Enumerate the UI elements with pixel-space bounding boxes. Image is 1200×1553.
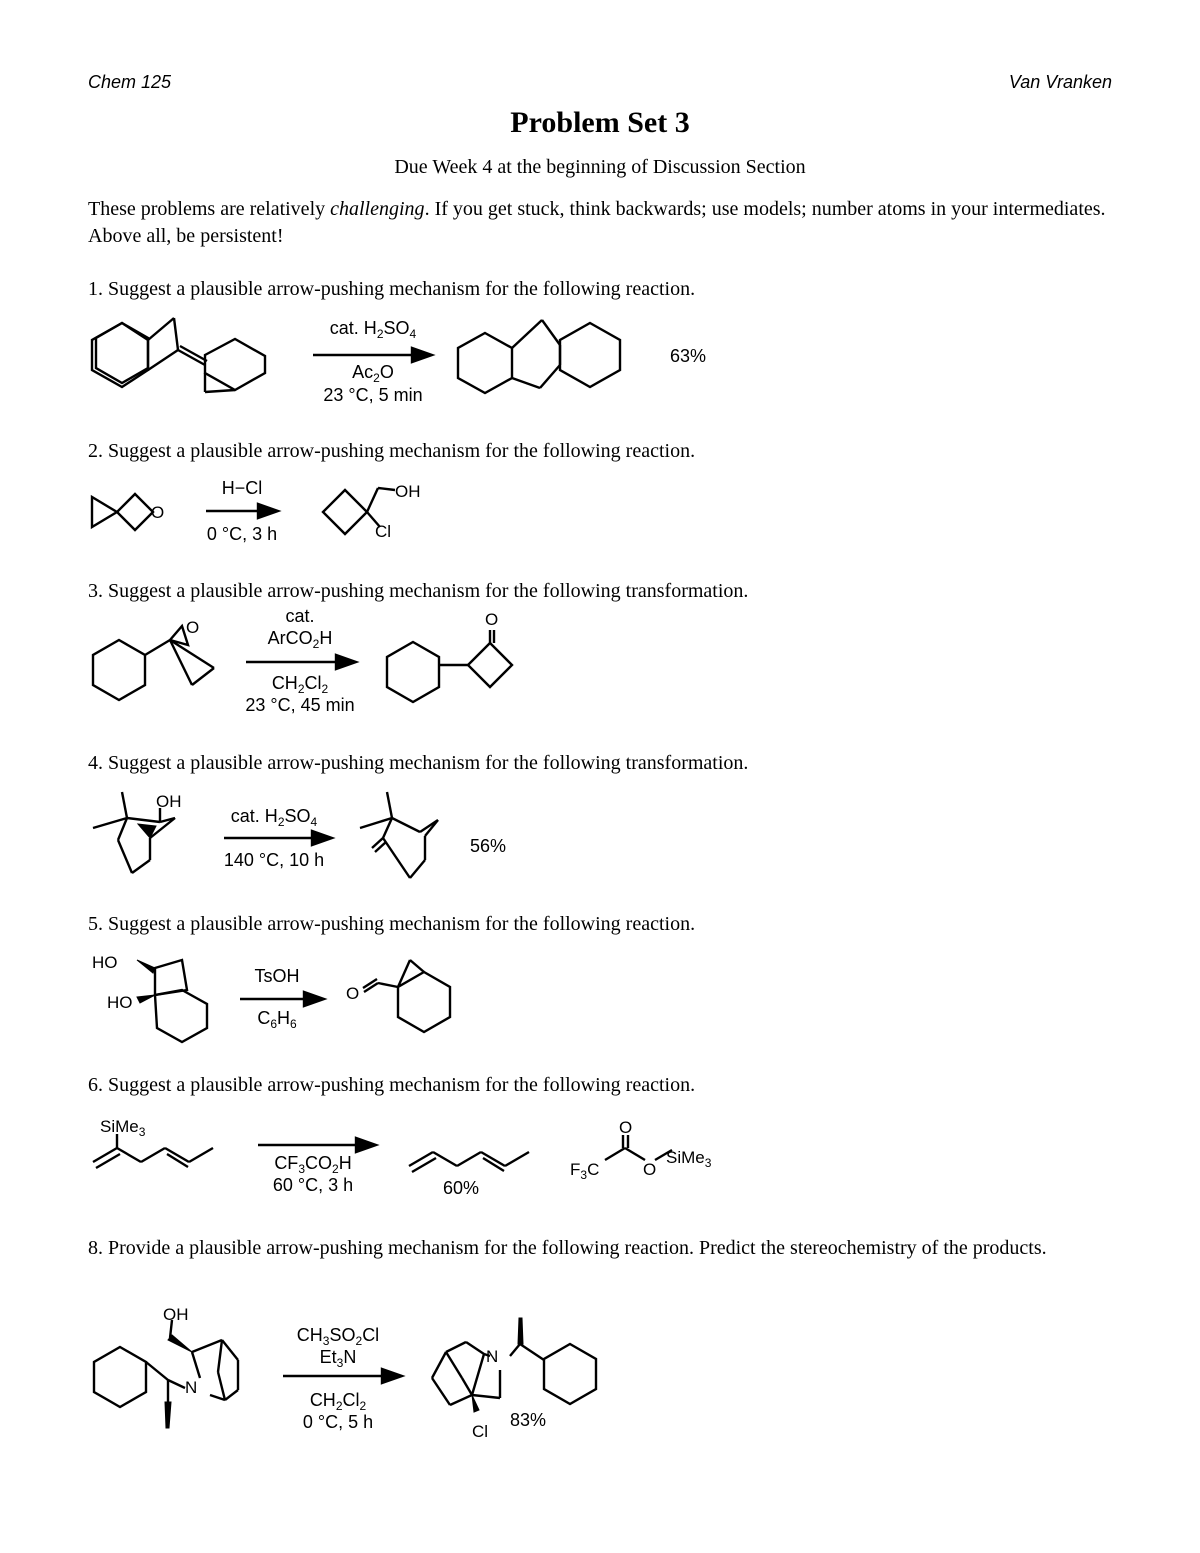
p4-product (360, 792, 438, 878)
p2-conditions: 0 °C, 3 h (206, 524, 278, 544)
p3-conditions: 23 °C, 45 min (245, 695, 355, 715)
problem-6-prompt: 6. Suggest a plausible arrow-pushing mechanism for the following reaction. (88, 1074, 696, 1096)
p5-solvent: $C_6H_6$ (257, 1008, 297, 1031)
p1-reagent-bottom-1: $Ac_2O$ (352, 362, 394, 385)
p8-reaction-arrow (283, 1369, 402, 1383)
p8-conditions: 0 °C, 5 h (302, 1412, 374, 1432)
p4-yield: 56% (470, 836, 507, 856)
p2-reaction-arrow (206, 504, 278, 518)
intro-emphasis: challenging (330, 198, 425, 220)
p2-hydroxyl-label: OH (395, 482, 421, 501)
p6-yield: 60% (443, 1178, 480, 1198)
page-title: Problem Set 3 (510, 106, 690, 139)
p6-trimethylsilyl-label: SiMe$_3$ (100, 1117, 146, 1139)
p8-product (432, 1318, 596, 1412)
p5-starting-material (137, 960, 207, 1042)
p2-chlorine-label: Cl (375, 522, 392, 541)
course-name: Chem 125 (88, 72, 172, 92)
problem-4-prompt: 4. Suggest a plausible arrow-pushing mechanism for the following transformation. (88, 752, 749, 774)
p8-yield: 83% (510, 1410, 547, 1430)
p5-reagent-top: TsOH (254, 966, 300, 986)
intro-text-1: These problems are relatively (88, 198, 331, 220)
p6-byproduct-silyl-label: SiMe$_3$ (666, 1148, 712, 1170)
p8-reagent-top-2: $Et_3N$ (319, 1347, 357, 1370)
p6-carbonyl-oxygen-label: O (619, 1118, 633, 1137)
p5-reaction-arrow (240, 992, 324, 1006)
problem-5-prompt: 5. Suggest a plausible arrow-pushing mechanism for the following reaction. (88, 913, 696, 935)
p6-trifluoromethyl-label: $F_3C$ (570, 1160, 600, 1182)
p3-reagent-top-2: ArCO$_2$H (267, 628, 333, 651)
problem-2-prompt: 2. Suggest a plausible arrow-pushing mechanism for the following reaction. (88, 440, 696, 462)
p3-epoxide-oxygen-label: O (186, 618, 200, 637)
p3-reagent-top-1: cat. (285, 606, 315, 626)
problem-8-prompt: 8. Provide a plausible arrow-pushing mechanism for the following reaction. Predict the stereochemistry of the products. (88, 1237, 1047, 1259)
p8-solvent: $CH_2Cl_2$ (309, 1390, 367, 1413)
p6-ester-oxygen-label: O (643, 1160, 657, 1179)
p4-conditions: 140 °C, 10 h (223, 850, 325, 870)
p8-reagent-top-1: $CH_3SO_2Cl$ (296, 1325, 380, 1348)
page-subtitle: Due Week 4 at the beginning of Discussion Section (394, 156, 806, 178)
p8-amine-nitrogen-sm-label: N (185, 1378, 198, 1397)
p8-starting-material (94, 1320, 238, 1428)
intro-text-2: . If you get stuck, think backwards; use models; number atoms in your intermediates. Above all, be persistent! (88, 198, 1106, 247)
p8-amine-nitrogen-product-label: N (486, 1347, 499, 1366)
p1-yield: 63% (670, 346, 707, 366)
p6-starting-material (93, 1134, 213, 1168)
p2-oxygen-label: O (151, 503, 165, 522)
p1-product (458, 320, 620, 393)
author-name: Van Vranken (1008, 72, 1112, 92)
p5-hydroxyl-top-label: HO (92, 953, 118, 972)
p6-product (409, 1152, 529, 1172)
p1-starting-material (92, 318, 265, 392)
p3-product (387, 630, 512, 702)
problem-1-prompt: 1. Suggest a plausible arrow-pushing mechanism for the following reaction. (88, 278, 696, 300)
p1-reagent-top: cat. $H_2SO_4$ (329, 318, 417, 341)
p3-reaction-arrow (246, 655, 356, 669)
p5-aldehyde-oxygen-label: O (346, 984, 360, 1003)
p1-reaction-arrow (313, 348, 432, 362)
p8-chlorine-label: Cl (472, 1422, 489, 1441)
p6-byproduct (605, 1135, 672, 1160)
p3-ketone-oxygen-label: O (485, 610, 499, 629)
p1-conditions: 23 °C, 5 min (323, 385, 423, 405)
p2-starting-material (92, 494, 153, 530)
p5-hydroxyl-bottom-label: HO (107, 993, 133, 1012)
p6-reaction-arrow (258, 1138, 376, 1152)
p4-reagent-top: cat. $H_2SO_4$ (230, 806, 318, 829)
p6-conditions: 60 °C, 3 h (272, 1175, 354, 1195)
p4-hydroxyl-label: OH (156, 792, 182, 811)
p6-reagent: $CF_3CO_2H$ (274, 1153, 352, 1176)
p3-reagent-bottom-1: $CH_2Cl_2$ (271, 673, 329, 696)
p2-reagent-top: H−Cl (221, 478, 263, 498)
problem-3-prompt: 3. Suggest a plausible arrow-pushing mechanism for the following transformation. (88, 580, 749, 602)
p8-hydroxyl-label: OH (163, 1305, 189, 1324)
p4-reaction-arrow (224, 831, 332, 845)
p5-product (363, 960, 450, 1032)
